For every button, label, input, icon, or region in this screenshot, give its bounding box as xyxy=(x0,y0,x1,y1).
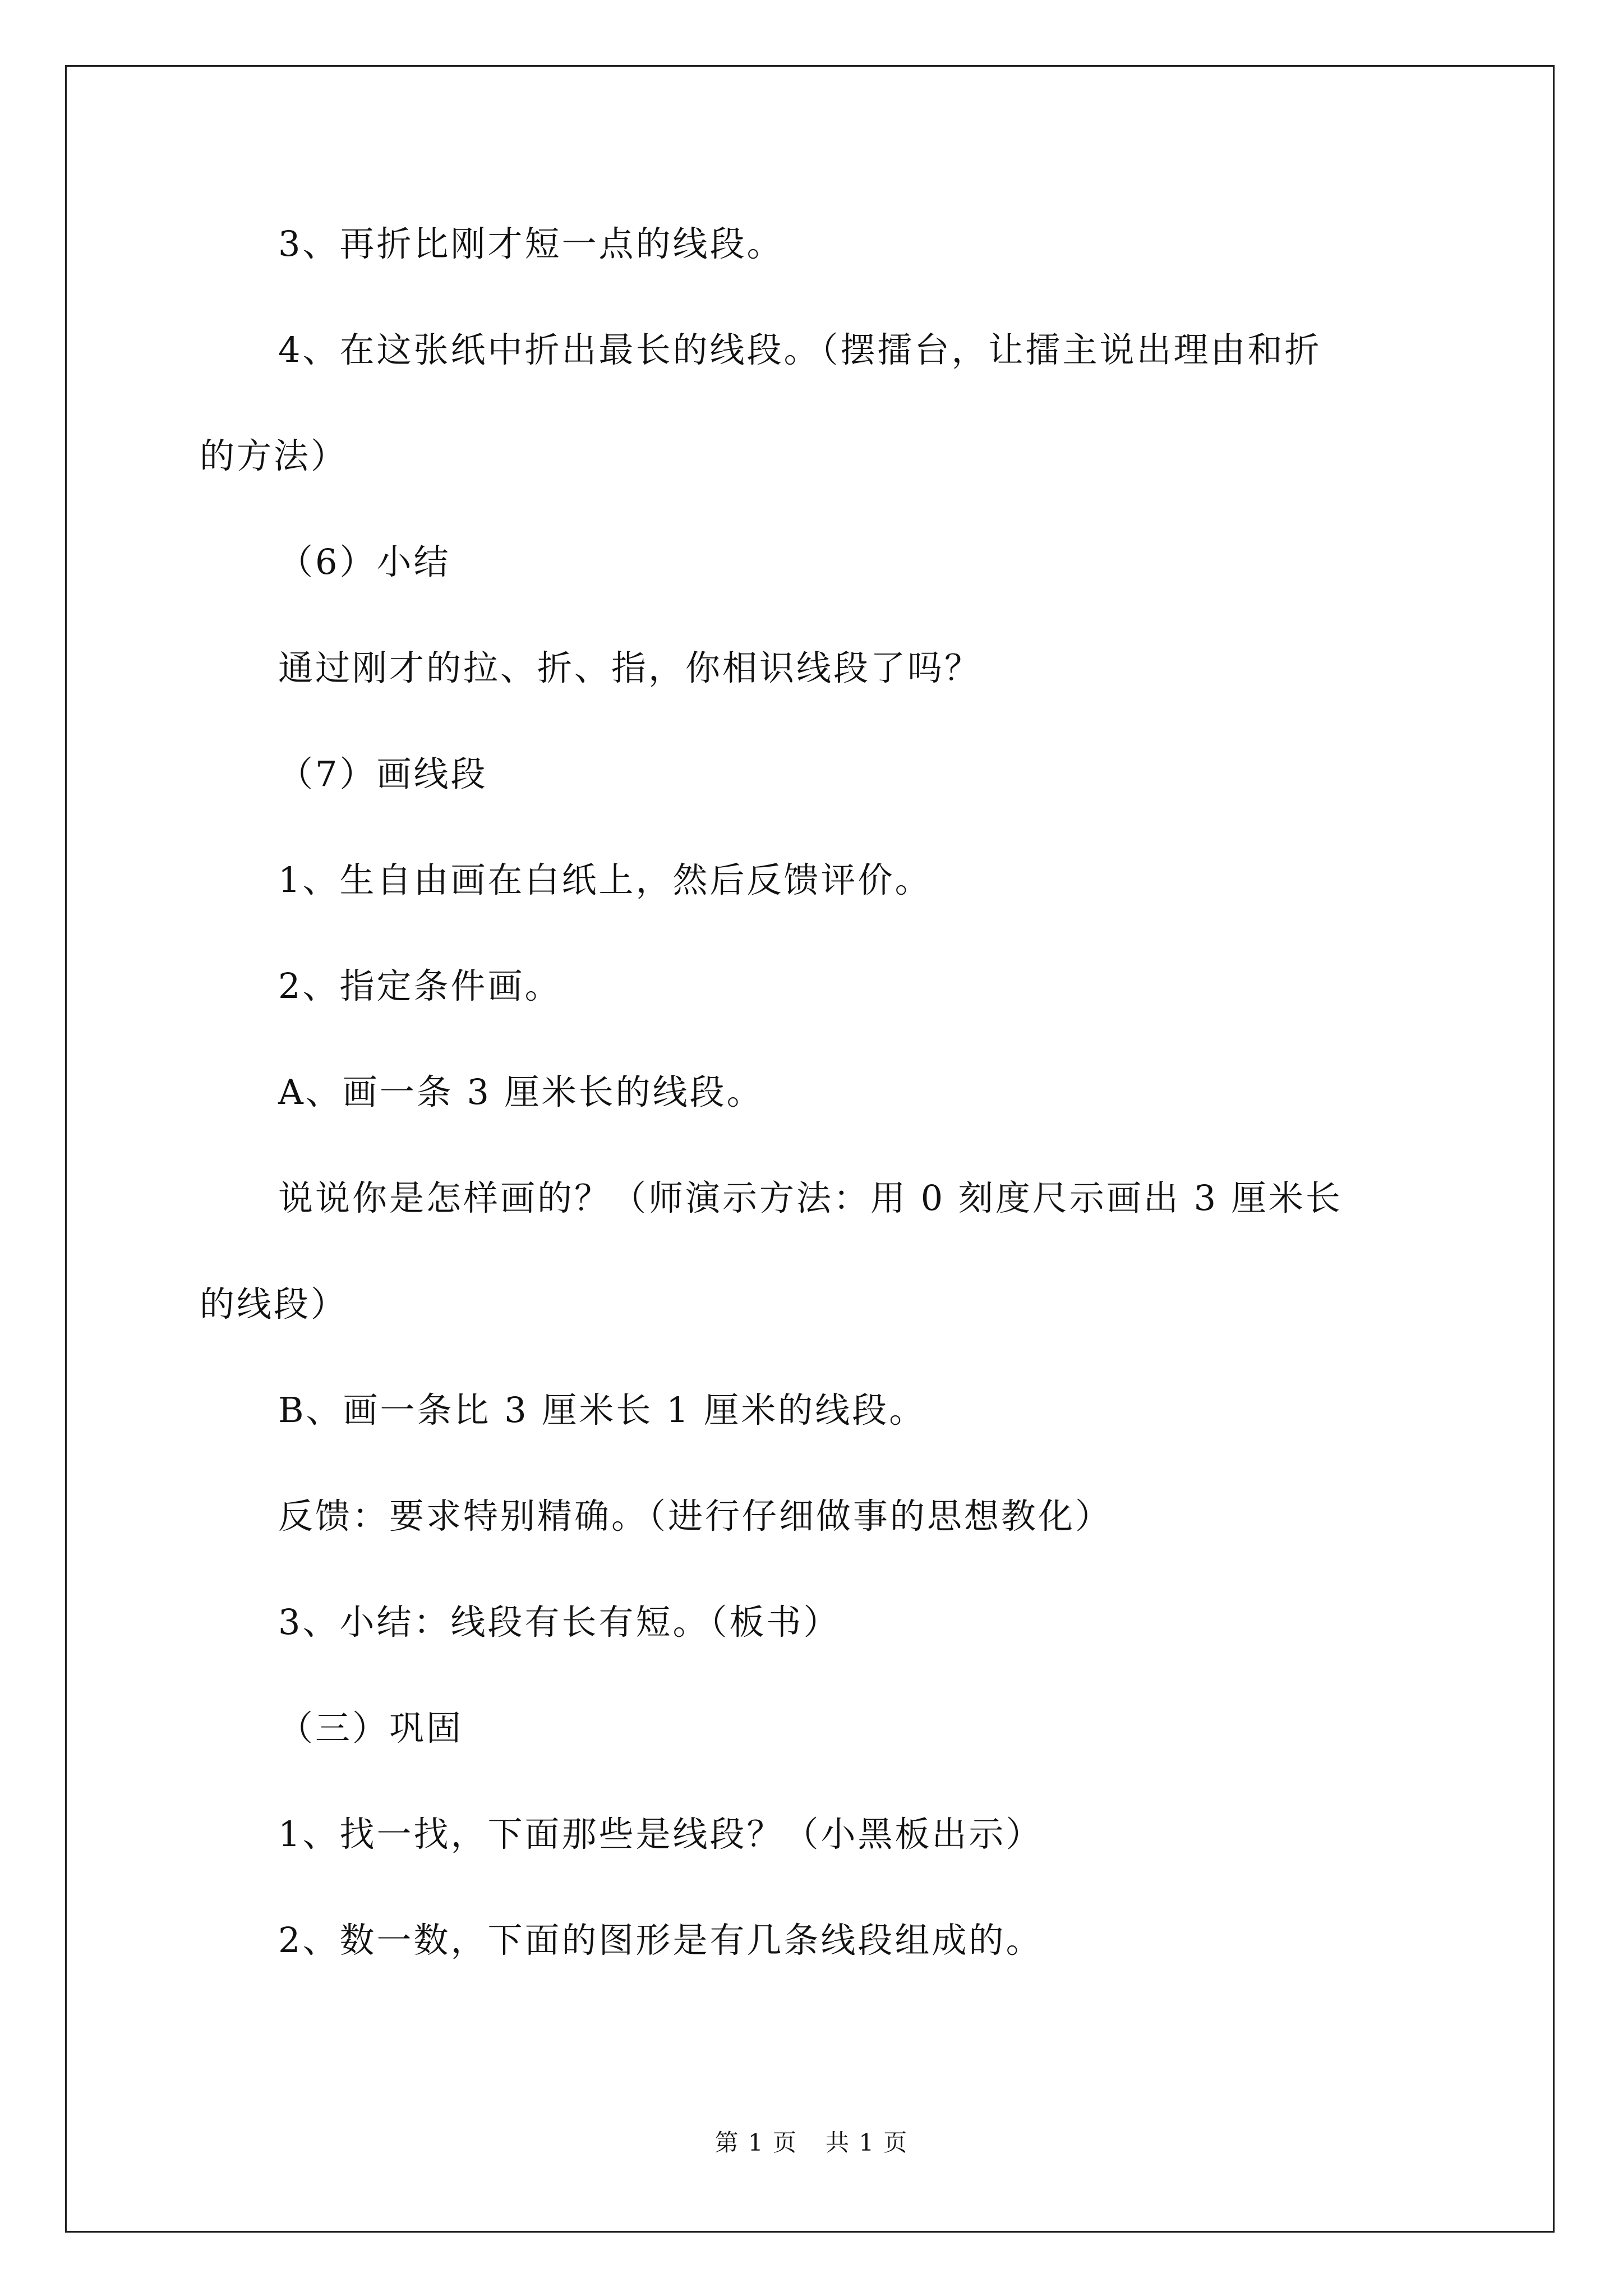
paragraph-task-a: A、画一条 3 厘米长的线段。 xyxy=(278,1071,764,1112)
paragraph-free-draw: 1、生自由画在白纸上，然后反馈评价。 xyxy=(278,859,932,900)
page-footer xyxy=(0,2126,1623,2160)
section-heading-summary: （6）小结 xyxy=(278,541,451,582)
page-total: 共 1 页 xyxy=(826,2129,909,2156)
paragraph-task-b: B、画一条比 3 厘米长 1 厘米的线段。 xyxy=(278,1389,926,1430)
paragraph-conditional-draw: 2、指定条件画。 xyxy=(278,965,562,1006)
paragraph-step-4: 4、在这张纸中折出最长的线段。（摆擂台，让擂主说出理由和折 xyxy=(278,329,1322,370)
paragraph-how-to-draw: 说说你是怎样画的？（师演示方法：用 0 刻度尺示画出 3 厘米长 xyxy=(278,1177,1343,1218)
paragraph-summary-question: 通过刚才的拉、折、指，你相识线段了吗？ xyxy=(278,647,982,688)
paragraph-how-to-draw-continued: 的线段） xyxy=(200,1283,348,1324)
paragraph-find-segments: 1、找一找，下面那些是线段？（小黑板出示） xyxy=(278,1814,1043,1855)
page-border xyxy=(65,65,1555,2233)
paragraph-summary-length: 3、小结：线段有长有短。（板书） xyxy=(278,1602,841,1642)
paragraph-count-segments: 2、数一数，下面的图形是有几条线段组成的。 xyxy=(278,1920,1043,1961)
paragraph-feedback: 反馈：要求特别精确。（进行仔细做事的思想教化） xyxy=(278,1496,1113,1536)
section-heading-consolidate: （三）巩固 xyxy=(278,1708,464,1749)
section-heading-draw-segment: （7）画线段 xyxy=(278,753,488,794)
page-number: 第 1 页 xyxy=(714,2129,797,2156)
paragraph-step-3: 3、再折比刚才短一点的线段。 xyxy=(278,223,784,264)
paragraph-step-4-continued: 的方法） xyxy=(200,435,348,476)
